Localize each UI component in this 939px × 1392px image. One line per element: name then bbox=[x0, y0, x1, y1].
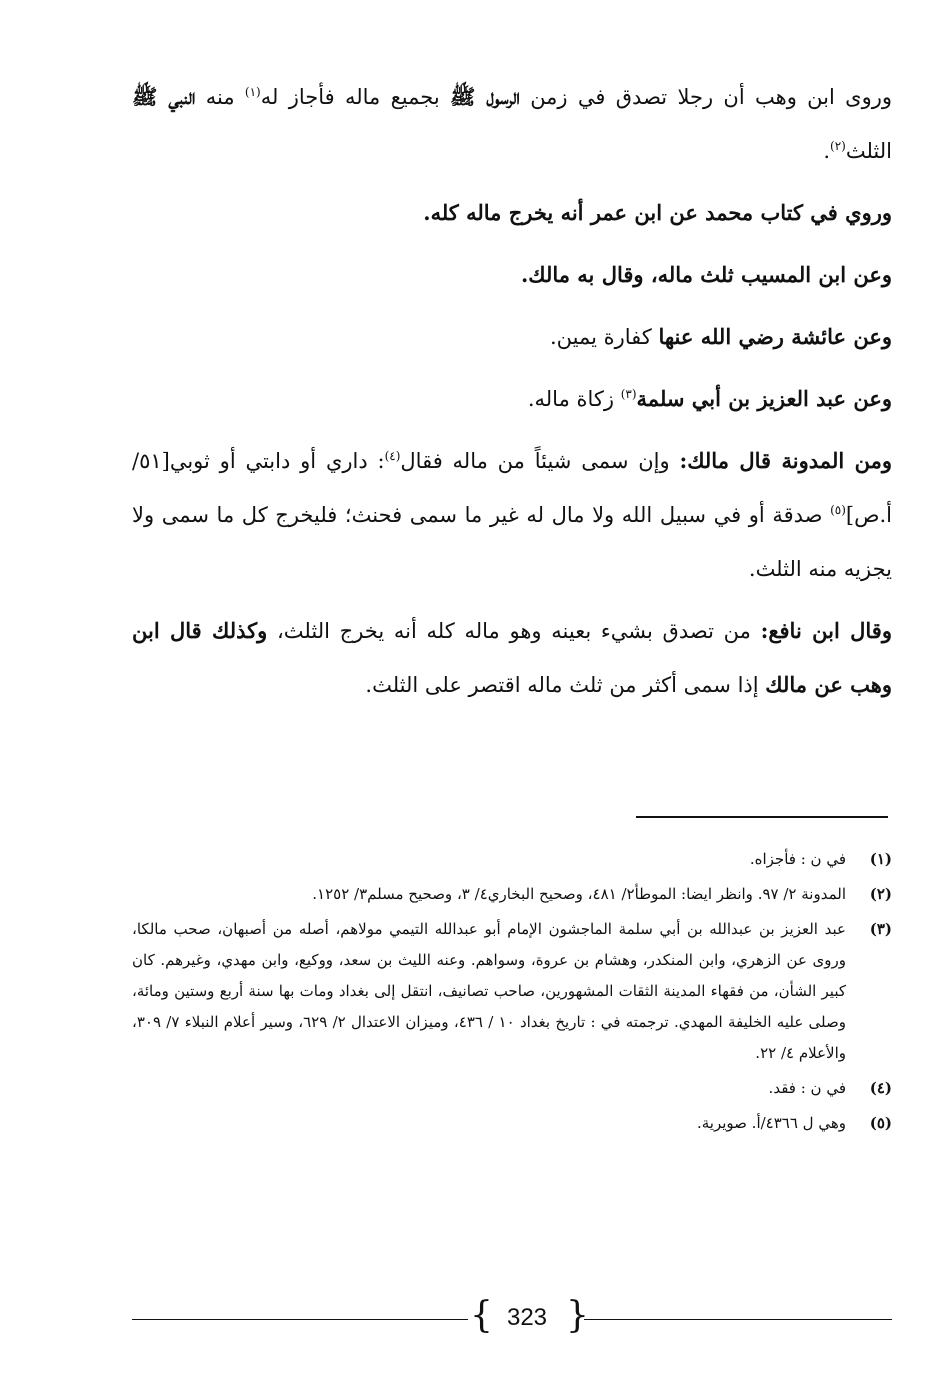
footnote-number: (٥) bbox=[869, 1114, 892, 1132]
paragraph-4 bbox=[132, 310, 892, 364]
text-run: الثلث bbox=[845, 139, 892, 163]
footnote-ref: (٢) bbox=[830, 139, 846, 153]
footnote-text: عبد العزيز بن عبدالله بن أبي سلمة الماجشون الإمام أبو عبدالله التيمي مولاهم، أصله من أصبهان، صحب مالكا، وروى عن الزهري، وابن المنكدر، وهشام بن عروة، وسواهم. وعنه الليث بن سعد، ووكيع، وابن مهدي، وغيرهم. كان كبير الشأن، من فقهاء المدينة الثقات المشهورين، صاحب تصانيف، انتقل إلى بغداد ومات بها سنة أربع وستين ومائة، وصلى عليه الخليفة المهدي. ترجمته في : تاريخ بغداد ١٠ / ٤٣٦، وميزان الاعتدال ٢/ ٦٢٩، وسير أعلام النبلاء ٧/ ٣٠٩، والأعلام ٤/ ٢٢. bbox=[132, 920, 846, 1062]
footnote-text: وهي ل ٤٣٦٦/أ. صويرية. bbox=[696, 1114, 846, 1132]
footnote bbox=[132, 844, 892, 875]
bold-run: وعن ابن المسيب ثلث ماله، وقال به مالك. bbox=[520, 262, 892, 287]
footnote bbox=[132, 1073, 892, 1104]
text-run: منه bbox=[195, 85, 245, 109]
footer-rule-right bbox=[584, 1319, 892, 1320]
paragraph-7 bbox=[132, 604, 892, 712]
footnote bbox=[132, 1108, 892, 1139]
text-run: كفارة يمين. bbox=[549, 325, 659, 349]
footnote-number: (٤) bbox=[869, 1079, 892, 1097]
paragraph-3 bbox=[132, 248, 892, 302]
bold-run: وقال ابن نافع: bbox=[760, 618, 892, 643]
footnote-ref: (٤) bbox=[384, 449, 401, 463]
bold-run: النبي ﷺ bbox=[132, 84, 196, 109]
footer-rule-left bbox=[132, 1319, 468, 1320]
paragraph-2 bbox=[132, 186, 892, 240]
footnote-number: (١) bbox=[869, 850, 892, 868]
bold-run: وعن عبد العزيز بن أبي سلمة bbox=[636, 386, 892, 411]
text-run: من تصدق بشيء بعينه وهو ماله كله أنه يخرج الثلث، bbox=[267, 619, 761, 643]
text-run: . bbox=[823, 139, 831, 163]
bold-run: وروي في كتاب محمد عن ابن عمر أنه يخرج ماله كله. bbox=[423, 200, 892, 225]
text-run: بجميع ماله فأجاز له bbox=[260, 85, 450, 109]
text-run: إذا سمى أكثر من ثلث ماله اقتصر على الثلث. bbox=[365, 673, 766, 697]
footnote-ref: (٥) bbox=[830, 503, 846, 517]
footnote-number: (٣) bbox=[869, 920, 892, 938]
bold-run: ومن المدونة قال مالك: bbox=[679, 448, 892, 473]
bold-run: الرسول ﷺ bbox=[450, 84, 520, 109]
left-brace-ornament: { bbox=[470, 1295, 493, 1336]
footnote-number: (٢) bbox=[869, 885, 892, 903]
page-footer bbox=[132, 1296, 892, 1340]
footnote bbox=[132, 879, 892, 910]
main-text bbox=[132, 70, 892, 720]
text-run: صدقة أو في سبيل الله ولا مال له غير ما سمى فحنث؛ فليخرج كل ما سمى ولا يجزيه منه الثلث. bbox=[132, 503, 892, 581]
footnote-text: في ن : فأجزاه. bbox=[749, 850, 846, 868]
text-run: زكاة ماله. bbox=[527, 387, 621, 411]
paragraph-5 bbox=[132, 372, 892, 426]
footnotes bbox=[132, 844, 892, 1143]
footnote-ref: (٣) bbox=[620, 387, 637, 401]
text-run: : داري أو دابتي أو ثوبي[٥١/أ.ص] bbox=[132, 449, 892, 527]
text-run: وروى ابن وهب أن رجلا تصدق في زمن bbox=[519, 85, 893, 109]
footnote bbox=[132, 914, 892, 1069]
footnote-ref: (١) bbox=[244, 85, 261, 99]
bold-run: وعن عائشة رضي الله عنها bbox=[658, 324, 892, 349]
bold-run: وكذلك قال ابن وهب عن مالك bbox=[132, 618, 892, 697]
footnote-text: في ن : فقد. bbox=[768, 1079, 846, 1097]
footnote-separator bbox=[636, 816, 888, 818]
page-number: 323 bbox=[506, 1304, 548, 1331]
right-brace-ornament: } bbox=[566, 1295, 589, 1336]
footnote-text: المدونة ٢/ ٩٧. وانظر ايضا: الموطأ٢/ ٤٨١، وصحيح البخاري٤/ ٣، وصحيح مسلم٣/ ١٢٥٢. bbox=[312, 885, 846, 903]
paragraph-1 bbox=[132, 70, 892, 178]
paragraph-6 bbox=[132, 434, 892, 596]
text-run: وإن سمى شيئاً من ماله فقال bbox=[400, 449, 680, 473]
